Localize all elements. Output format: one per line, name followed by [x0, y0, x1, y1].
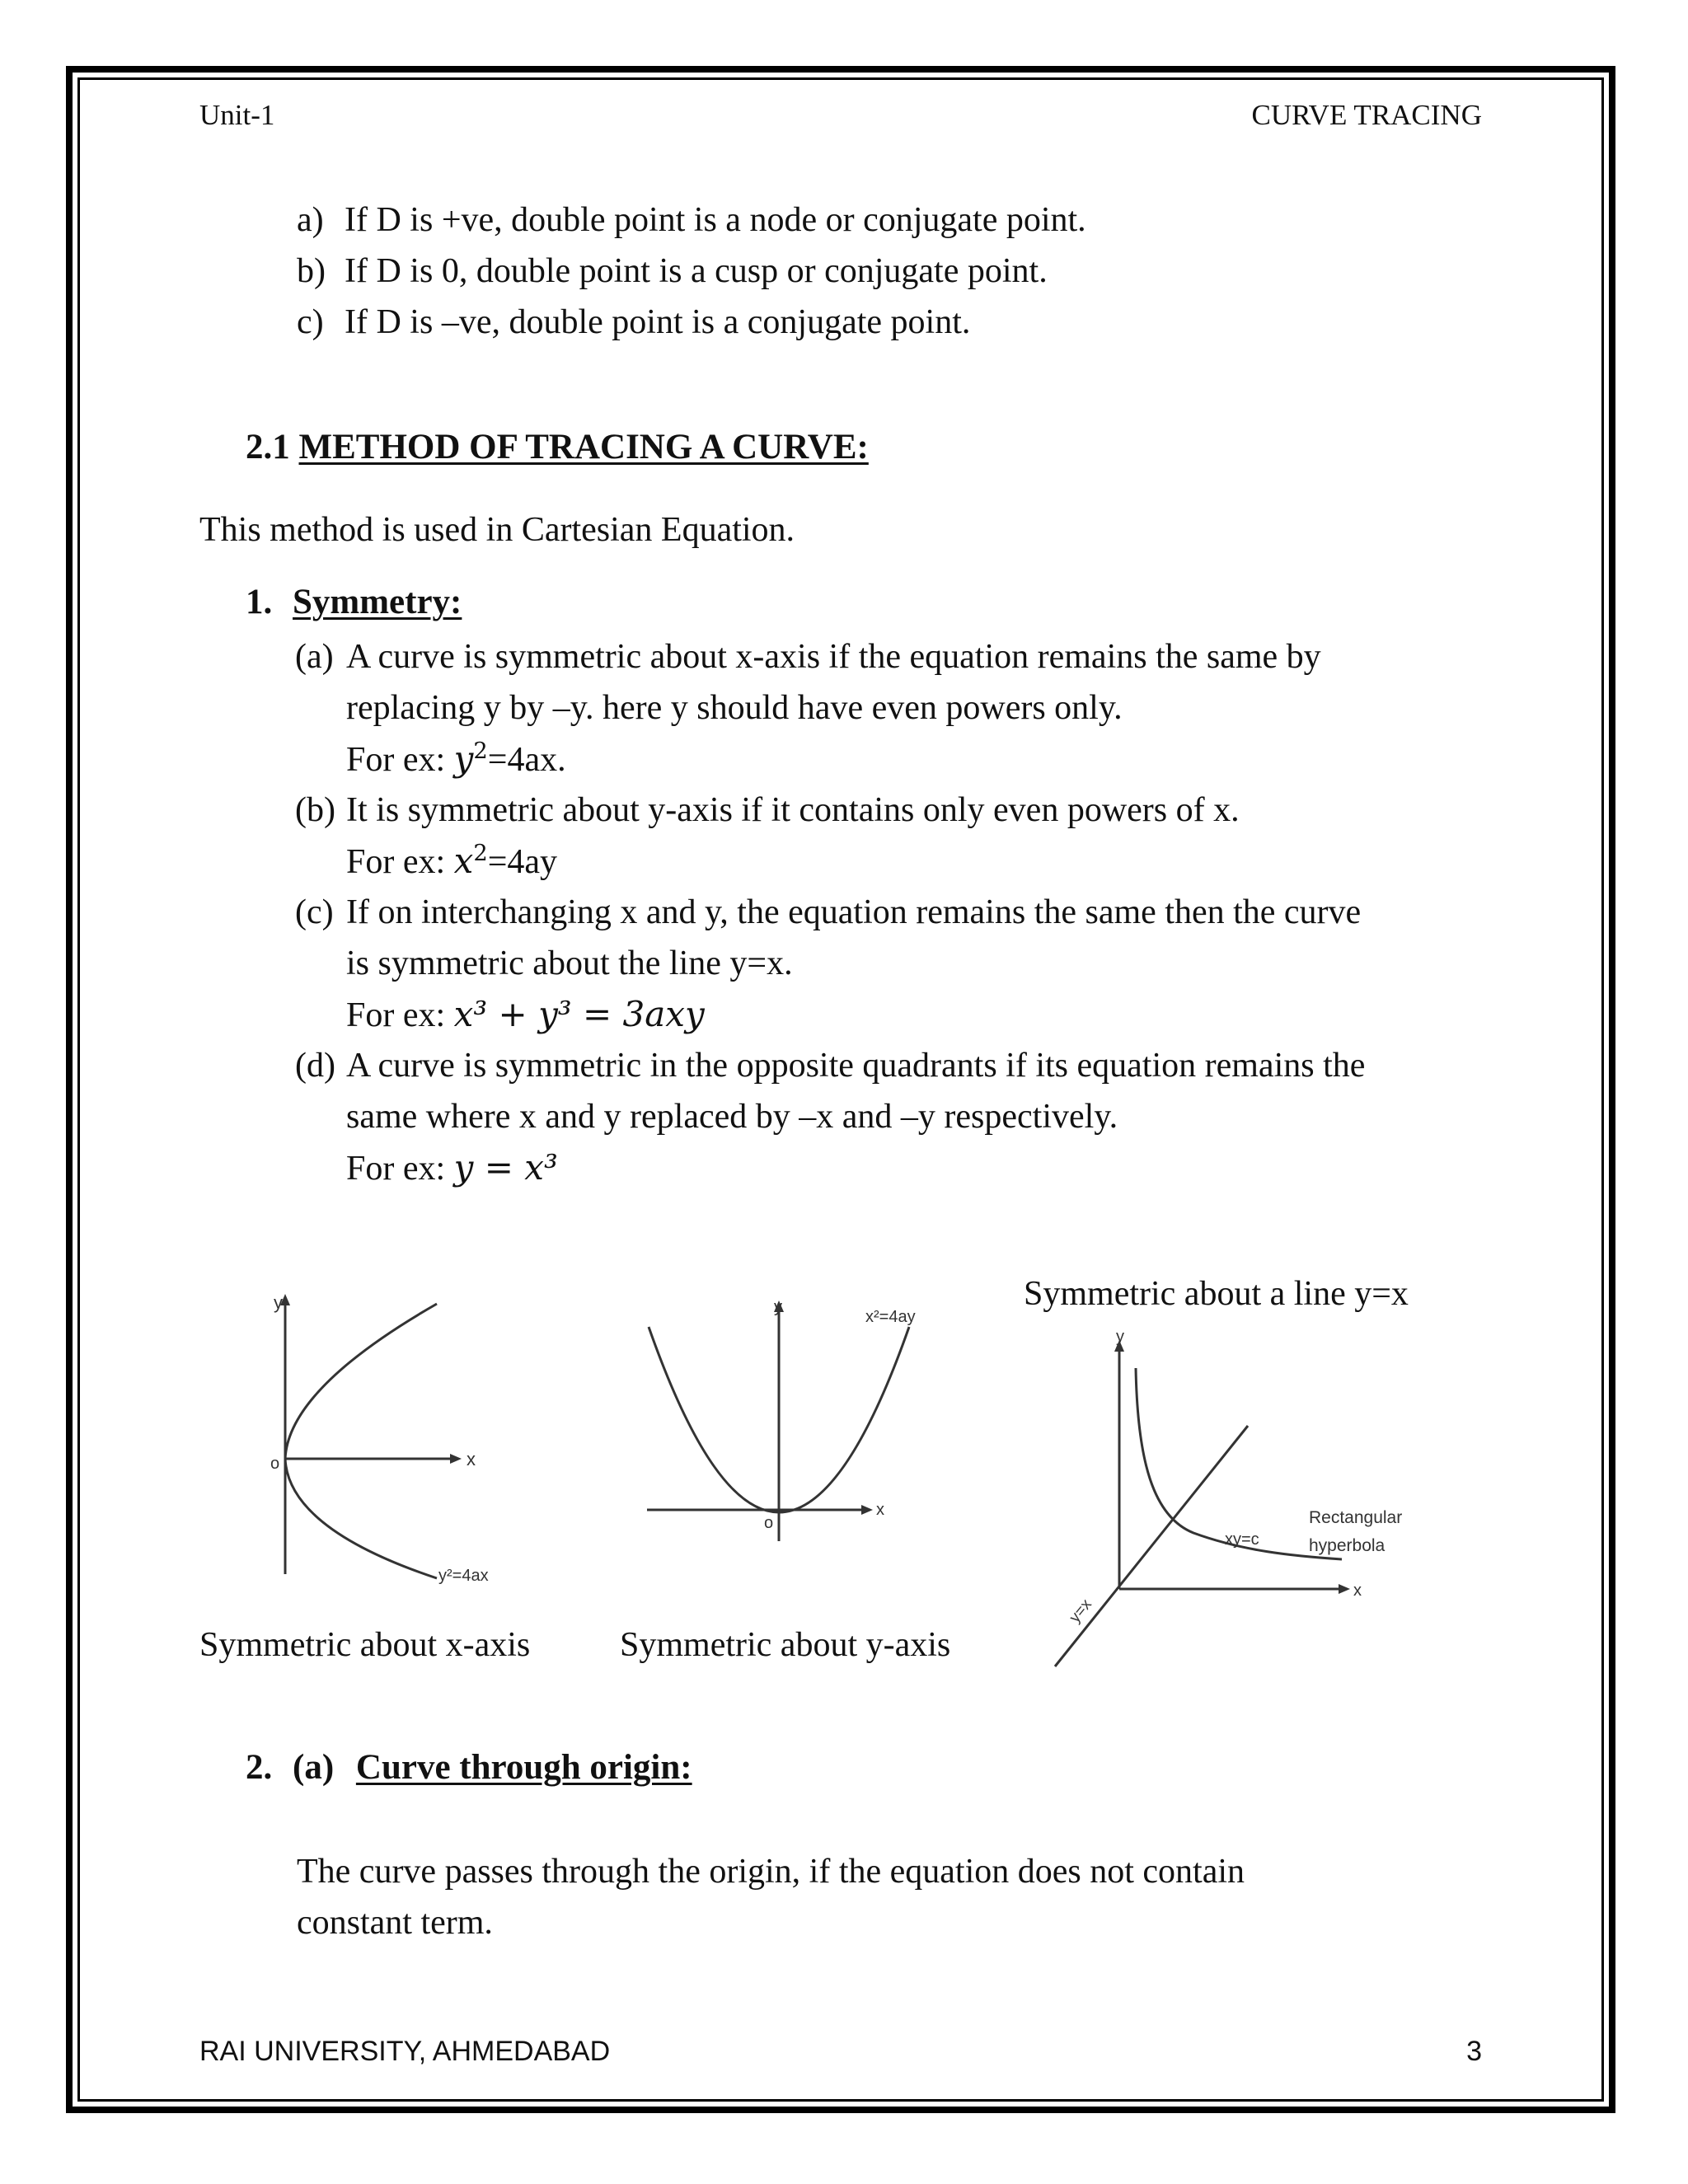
figure-x-axis-symmetry	[256, 1294, 519, 1599]
intro-text: This method is used in Cartesian Equation.	[199, 511, 795, 549]
curve-label: xy=c	[1225, 1530, 1259, 1549]
y-axis-label: y	[1116, 1328, 1124, 1346]
section-title: METHOD OF TRACING A CURVE:	[298, 428, 869, 466]
origin-number: 2.	[246, 1748, 273, 1787]
item-line: replacing y by –y. here y should have even powers only.	[346, 689, 1123, 727]
parabola-curve	[285, 1304, 437, 1578]
header-unit: Unit-1	[199, 99, 275, 131]
item-marker: (d)	[295, 1047, 335, 1085]
y-axis-label: y	[774, 1298, 782, 1316]
section-heading	[246, 427, 869, 467]
page-number: 3	[1466, 2036, 1482, 2067]
list-marker: a)	[297, 201, 324, 239]
list-marker: b)	[297, 252, 326, 290]
example-line: For ex: $x^2=4ay$	[346, 841, 558, 881]
x-axis-label: x	[1353, 1582, 1362, 1600]
example-line: For ex: x³ + y³ = 3axy	[346, 994, 705, 1034]
curve-name-line1: Rectangular	[1309, 1508, 1403, 1527]
item-line: If on interchanging x and y, the equation remains the same then the curve	[346, 893, 1362, 931]
symmetry-item-b	[295, 785, 1240, 836]
x-axis-arrow-icon	[450, 1454, 462, 1464]
list-text: If D is +ve, double point is a node or conjugate point.	[345, 201, 1086, 239]
figure-line-symmetry	[1045, 1327, 1408, 1673]
item-line: is symmetric about the line y=x.	[346, 944, 793, 982]
x-axis-label: x	[467, 1449, 476, 1469]
symmetry-number: 1.	[246, 583, 273, 621]
origin-heading	[246, 1747, 692, 1788]
x-axis-arrow-icon	[861, 1505, 873, 1515]
caption-x-axis: Symmetric about x-axis	[199, 1626, 531, 1664]
x-axis-arrow-icon	[1339, 1584, 1350, 1594]
list-item	[297, 194, 1086, 246]
symmetry-heading	[246, 582, 462, 622]
list-marker: c)	[297, 303, 324, 341]
section-number: 2.1	[246, 428, 290, 466]
footer-university: RAI UNIVERSITY, AHMEDABAD	[199, 2036, 611, 2067]
list-item	[297, 297, 971, 348]
list-text: If D is 0, double point is a cusp or conjugate point.	[345, 252, 1048, 290]
list-item	[297, 246, 1048, 297]
item-line: same where x and y replaced by –x and –y respectively.	[346, 1098, 1118, 1136]
line-label: y=x	[1066, 1596, 1095, 1627]
x-axis-label: x	[876, 1501, 884, 1519]
symmetry-item-a	[295, 631, 1321, 682]
curve-label: x²=4ay	[865, 1308, 916, 1326]
origin-text-line2: constant term.	[297, 1904, 493, 1942]
item-marker: (a)	[295, 638, 334, 676]
y-axis-label: y	[274, 1294, 283, 1313]
list-text: If D is –ve, double point is a conjugate point.	[345, 303, 971, 341]
example-line: For ex: $y^2=4ax$.	[346, 738, 566, 779]
caption-y-axis: Symmetric about y-axis	[620, 1626, 951, 1664]
example-line: For ex: y = x³	[346, 1147, 558, 1188]
origin-title: Curve through origin:	[355, 1748, 692, 1787]
item-line: A curve is symmetric in the opposite quadrants if its equation remains the	[346, 1047, 1366, 1085]
curve-label: y²=4ax	[438, 1567, 489, 1585]
caption-line-symmetry: Symmetric about a line y=x	[1024, 1275, 1409, 1313]
origin-label: o	[764, 1514, 774, 1532]
item-line: It is symmetric about y-axis if it contains only even powers of x.	[346, 791, 1240, 829]
symmetry-item-c	[295, 887, 1362, 938]
curve-name-line2: hyperbola	[1309, 1536, 1386, 1555]
header-title: CURVE TRACING	[1251, 99, 1482, 131]
item-marker: (c)	[295, 893, 334, 931]
symmetry-title: Symmetry:	[293, 583, 462, 621]
origin-text-line1: The curve passes through the origin, if the equation does not contain	[297, 1853, 1245, 1891]
origin-sub-marker: (a)	[293, 1748, 335, 1787]
origin-label: o	[270, 1455, 280, 1473]
item-line: A curve is symmetric about x-axis if the equation remains the same by	[346, 638, 1321, 676]
item-marker: (b)	[295, 791, 335, 829]
symmetry-item-d	[295, 1040, 1366, 1091]
figure-y-axis-symmetry	[639, 1294, 968, 1558]
line-y-equals-x	[1055, 1426, 1248, 1666]
